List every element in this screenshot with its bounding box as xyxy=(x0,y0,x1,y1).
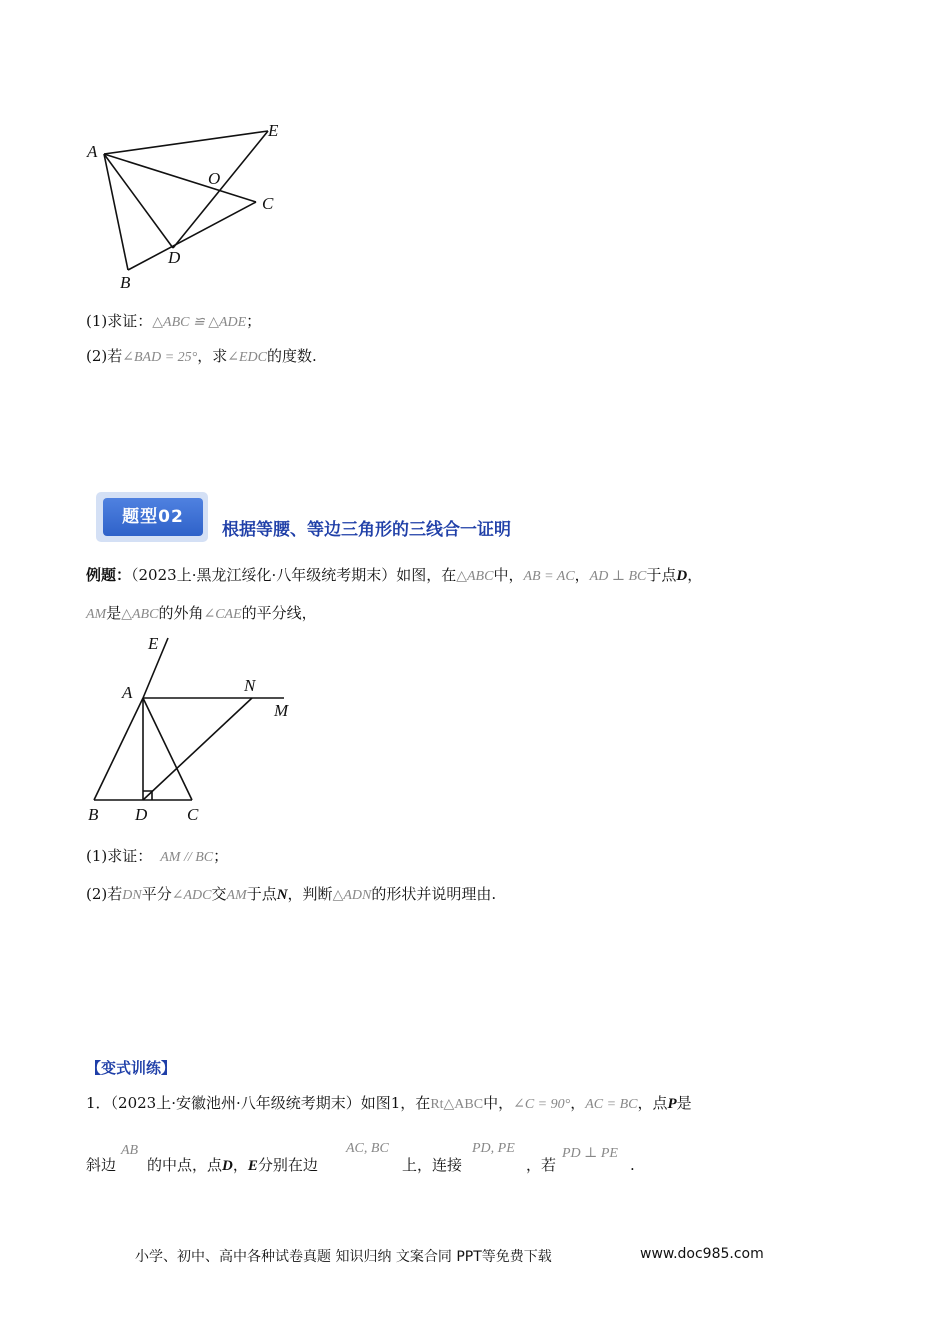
variant-math-acbc: AC, BC xyxy=(346,1141,389,1156)
variant-line-2-mid: 的中点，点D，E分别在边 xyxy=(147,1156,318,1174)
q1-part1: (1)求证：△ABC ≌ △ADE； xyxy=(86,312,262,330)
footer-text: 小学、初中、高中各种试卷真题 知识归纳 文案合同 PPT等免费下载 xyxy=(135,1249,552,1265)
example-line-1: 例题：（2023上·黑龙江绥化·八年级统考期末）如图，在△ABC中，AB = AC，AD ⊥ BC于点D， xyxy=(86,566,703,584)
segment-AE xyxy=(104,131,268,154)
variant-line-2-lianjie: 上，连接 xyxy=(402,1156,463,1174)
section-badge: 题型02 xyxy=(103,498,203,536)
label-C: C xyxy=(187,805,199,824)
label-A: A xyxy=(87,142,98,161)
variant-title: 【变式训练】 xyxy=(86,1059,177,1077)
variant-line-2: 斜边 xyxy=(86,1156,117,1174)
label-B: B xyxy=(88,805,99,824)
segment-DE xyxy=(173,131,268,248)
variant-line-2-ruo: ，若 xyxy=(526,1156,557,1174)
variant-math-pdpe: PD, PE xyxy=(472,1141,515,1156)
section-title: 根据等腰、等边三角形的三线合一证明 xyxy=(222,520,511,540)
variant-line-2-end: . xyxy=(630,1156,635,1174)
figure-2-diagram xyxy=(80,628,310,828)
label-E: E xyxy=(148,634,159,653)
label-N: N xyxy=(244,676,256,695)
figure-1-diagram xyxy=(80,115,300,295)
label-A: A xyxy=(122,683,133,702)
example-line-2: AM是△ABC的外角∠CAE的平分线， xyxy=(86,604,317,622)
label-E: E xyxy=(268,121,279,140)
segment-AC xyxy=(104,154,256,202)
label-D: D xyxy=(135,805,148,824)
segment-AB xyxy=(94,698,143,800)
variant-math-perp: PD ⊥ PE xyxy=(562,1146,618,1161)
q1-part2: (2)若∠BAD = 25°，求∠EDC的度数. xyxy=(86,347,317,365)
label-D: D xyxy=(168,248,181,267)
footer-site[interactable]: www.doc985.com xyxy=(640,1246,764,1262)
segment-DN xyxy=(143,698,252,800)
q2-part1: (1)求证： AM // BC； xyxy=(86,847,229,865)
label-O: O xyxy=(208,169,221,188)
label-B: B xyxy=(120,273,131,292)
label-M: M xyxy=(274,701,289,720)
label-C: C xyxy=(262,194,274,213)
q2-part2: (2)若DN平分∠ADC交AM于点N，判断△ADN的形状并说明理由. xyxy=(86,885,497,903)
variant-line-1: 1．（2023上·安徽池州·八年级统考期末）如图1，在Rt△ABC中，∠C = 90°，AC = BC，点P是 xyxy=(86,1094,692,1112)
segment-AC xyxy=(143,698,192,800)
variant-math-ab: AB xyxy=(121,1143,139,1158)
